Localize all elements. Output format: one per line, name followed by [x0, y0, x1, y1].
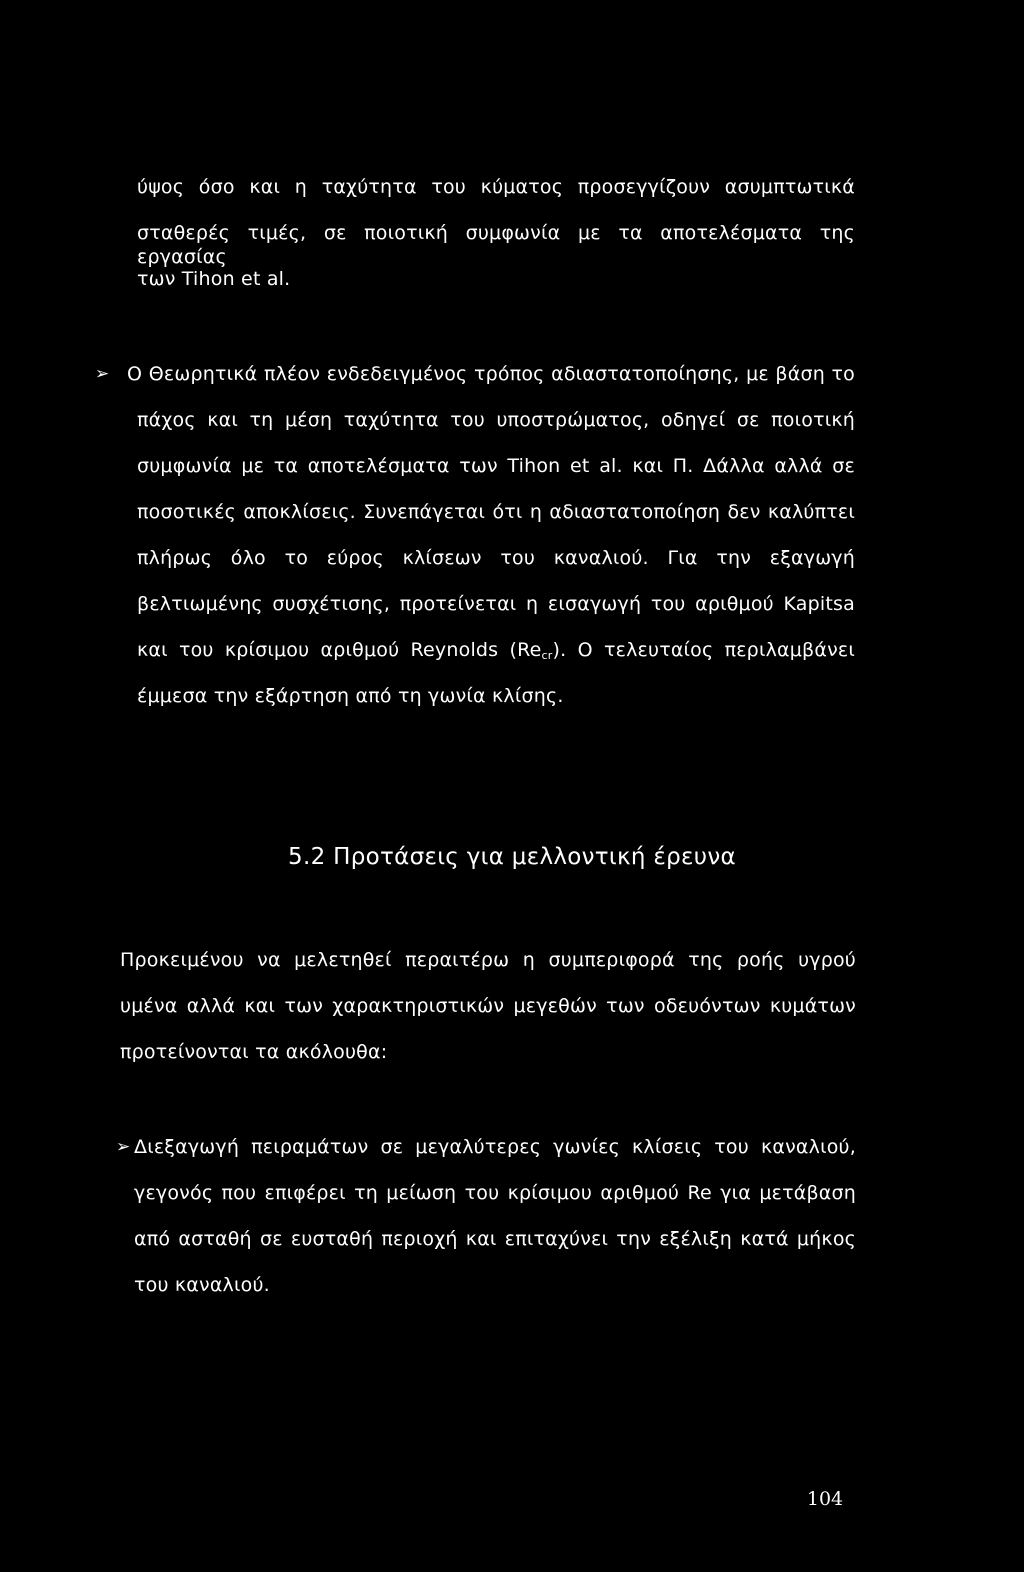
bullet-line: πλήρως όλο το εύρος κλίσεων του καναλιού. Για την εξαγωγή: [137, 547, 855, 569]
paragraph-line: ύψος όσο και η ταχύτητα του κύματος προσεγγίζουν ασυμπτωτικά: [137, 176, 855, 198]
bullet-line: ποσοτικές αποκλίσεις. Συνεπάγεται ότι η αδιαστατοποίηση δεν καλύπτει: [137, 501, 855, 523]
bullet-line: συμφωνία με τα αποτελέσματα των Tihon et al. και Π. Δάλλα αλλά σε: [137, 455, 855, 477]
paragraph-line: προτείνονται τα ακόλουθα:: [120, 1041, 388, 1063]
bullet-line: Ο Θεωρητικά πλέον ενδεδειγμένος τρόπος αδιαστατοποίησης, με βάση το: [127, 363, 855, 385]
bullet-line: πάχος και τη μέση ταχύτητα του υποστρώματος, οδηγεί σε ποιοτική: [137, 409, 855, 431]
bullet-line: [137, 638, 855, 662]
bullet-line: Διεξαγωγή πειραμάτων σε μεγαλύτερες γωνίες κλίσεις του καναλιού,: [134, 1136, 856, 1158]
bullet-line-text: ). Ο τελευταίος περιλαμβάνει: [552, 639, 855, 661]
paragraph-line: υμένα αλλά και των χαρακτηριστικών μεγεθών των οδευόντων κυμάτων: [120, 995, 856, 1017]
bullet-line: βελτιωμένης συσχέτισης, προτείνεται η εισαγωγή του αριθμού Kapitsa: [137, 593, 855, 615]
subscript-cr: cr: [541, 649, 553, 662]
bullet-arrow-icon: ➢: [116, 1137, 131, 1157]
page-number: 104: [806, 1488, 844, 1510]
bullet-line: γεγονός που επιφέρει τη μείωση του κρίσιμου αριθμού Re για μετάβαση: [134, 1182, 856, 1204]
bullet-line-text: και του κρίσιμου αριθμού Reynolds (Re: [137, 639, 542, 661]
paragraph-line: σταθερές τιμές, σε ποιοτική συμφωνία με τα αποτελέσματα της εργασίας: [137, 222, 855, 268]
section-heading: 5.2 Προτάσεις για μελλοντική έρευνα: [288, 844, 736, 870]
bullet-arrow-icon: ➢: [95, 364, 110, 384]
paragraph-line: Προκειμένου να μελετηθεί περαιτέρω η συμπεριφορά της ροής υγρού: [120, 949, 856, 971]
bullet-line: του καναλιού.: [134, 1274, 270, 1296]
bullet-line: έμμεσα την εξάρτηση από τη γωνία κλίσης.: [137, 685, 564, 707]
paragraph-line: των Tihon et al.: [137, 268, 291, 290]
bullet-line: από ασταθή σε ευσταθή περιοχή και επιταχύνει την εξέλιξη κατά μήκος: [134, 1228, 856, 1250]
